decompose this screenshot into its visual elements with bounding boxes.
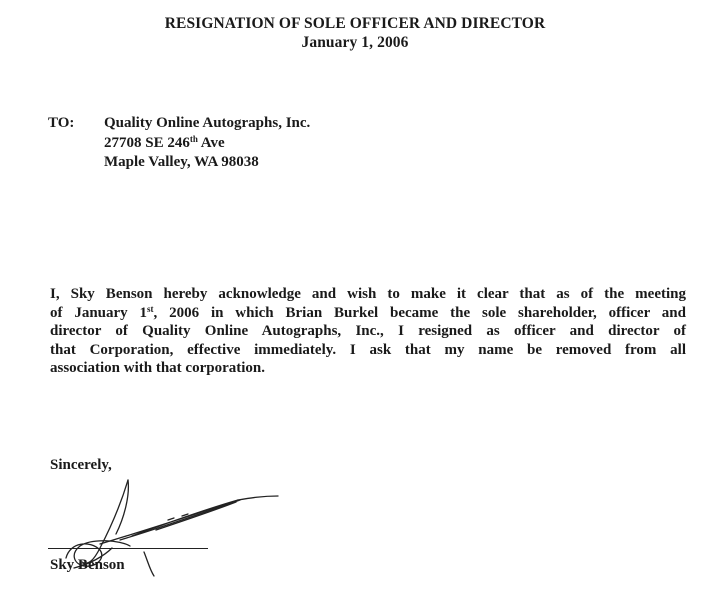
document-title: RESIGNATION OF SOLE OFFICER AND DIRECTOR <box>164 15 546 32</box>
statement-line-1: I, Sky Benson hereby acknowledge and wish to make it clear that as of the meeting <box>50 286 686 302</box>
document-header <box>0 14 710 52</box>
statement-line-2 <box>50 304 686 323</box>
date-ordinal-suffix: st <box>147 303 154 314</box>
recipient-label: TO: <box>48 115 75 131</box>
signer-name: Sky Benson <box>50 557 125 573</box>
recipient-address <box>104 114 310 173</box>
resignation-statement <box>50 285 686 378</box>
closing-salutation: Sincerely, <box>50 457 112 473</box>
street-ordinal-suffix: th <box>189 133 198 144</box>
recipient-street <box>104 134 310 154</box>
statement-line-2-pre: of January 1 <box>50 304 148 321</box>
statement-line-2-post: , 2006 in which Brian Burkel became the sole shareholder, officer and <box>153 304 686 321</box>
street-number: 27708 SE 246 <box>104 134 190 151</box>
statement-line-4: that Corporation, effective immediately. I ask that my name be removed from all <box>50 341 686 358</box>
statement-line-5: association with that corporation. <box>50 360 265 376</box>
recipient-city-state-zip: Maple Valley, WA 98038 <box>104 154 259 170</box>
recipient-company: Quality Online Autographs, Inc. <box>104 115 311 131</box>
document-date: January 1, 2006 <box>301 34 409 51</box>
signature-line <box>48 548 208 549</box>
street-rest: Ave <box>197 134 225 151</box>
statement-line-3: director of Quality Online Autographs, Inc., I resigned as officer and director of <box>50 323 686 339</box>
